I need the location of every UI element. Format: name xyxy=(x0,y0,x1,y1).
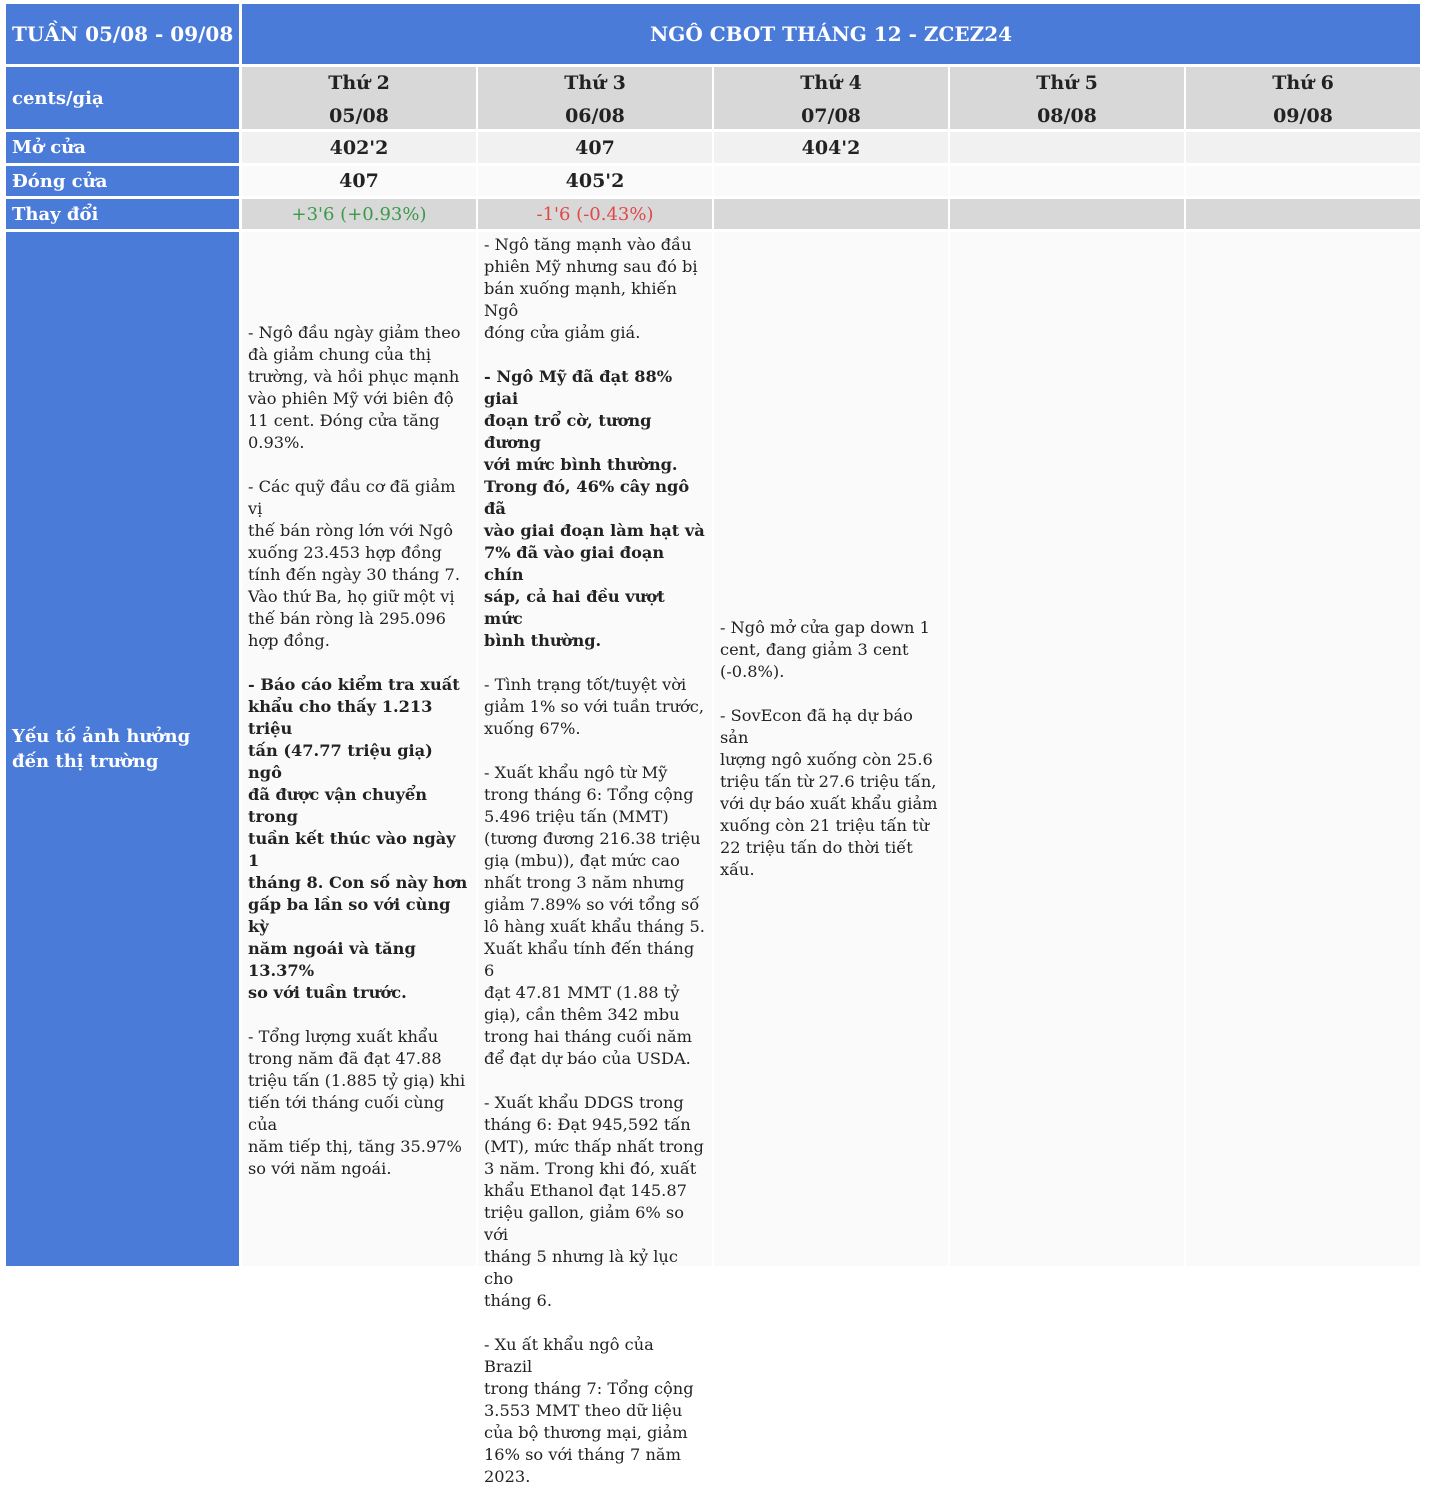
note-paragraph: - Ngô mở cửa gap down 1 cent, đang giảm 3 cent (-0.8%). xyxy=(720,618,930,681)
change-label-cell xyxy=(6,199,239,229)
change-cell-tue xyxy=(478,199,712,229)
notes-cell-tue xyxy=(478,232,712,1486)
open-cell-thu xyxy=(950,132,1184,163)
weekday-label: Thứ 3 xyxy=(564,72,626,94)
change-value-positive: +3'6 (+0.93%) xyxy=(291,203,427,225)
change-value-negative: -1'6 (-0.43%) xyxy=(536,203,654,225)
date-label: 05/08 xyxy=(329,105,389,127)
open-cell-wed xyxy=(714,132,948,163)
date-label: 08/08 xyxy=(1037,105,1097,127)
note-paragraph: - Xu ất khẩu ngô của Brazil trong tháng 7: Tổng cộng 3.553 MMT theo dữ liệu của bộ thương mại, giảm 16% so với tháng 7 năm 2023. xyxy=(484,1335,694,1486)
unit-label: cents/giạ xyxy=(12,87,104,109)
unit-label-cell xyxy=(6,67,239,129)
close-value: 405'2 xyxy=(565,170,625,192)
change-cell-thu xyxy=(950,199,1184,229)
close-label-cell xyxy=(6,166,239,196)
note-paragraph: - Ngô đầu ngày giảm theo đà giảm chung của thị trường, và hồi phục mạnh vào phiên Mỹ với biên độ 11 cent. Đóng cửa tăng 0.93%. xyxy=(248,323,461,452)
day-header-tue xyxy=(478,67,712,129)
note-paragraph-bold: - Báo cáo kiểm tra xuất khẩu cho thấy 1.213 triệu tấn (47.77 triệu giạ) ngô đã được vận chuyển trong tuần kết thúc vào ngày 1 tháng 8. Con số này hơn gấp ba lần so với cùng kỳ năm ngoái và tăng 13.37% so với tuần trước. xyxy=(248,675,468,1002)
factors-label: Yếu tố ảnh hưởng đến thị trường xyxy=(12,726,191,772)
open-value: 404'2 xyxy=(801,136,861,159)
open-value: 402'2 xyxy=(329,136,389,159)
notes-cell-mon xyxy=(242,232,476,1266)
day-header-mon xyxy=(242,67,476,129)
weekday-label: Thứ 5 xyxy=(1036,72,1098,94)
note-paragraph-bold: - Ngô Mỹ đã đạt 88% giai đoạn trổ cờ, tương đương với mức bình thường. Trong đó, 46% cây ngô đã vào giai đoạn làm hạt và 7% đã vào giai đoạn chín sáp, cả hai đều vượt mức bình thường. xyxy=(484,367,705,650)
weekday-label: Thứ 2 xyxy=(328,72,390,94)
note-paragraph: - SovEcon đã hạ dự báo sản lượng ngô xuống còn 25.6 triệu tấn từ 27.6 triệu tấn, với dự báo xuất khẩu giảm xuống còn 21 triệu tấn từ 22 triệu tấn do thời tiết xấu. xyxy=(720,706,938,879)
change-label: Thay đổi xyxy=(12,203,99,225)
note-paragraph: - Xuất khẩu ngô từ Mỹ trong tháng 6: Tổng cộng 5.496 triệu tấn (MMT) (tương đương 216.38 triệu giạ (mbu)), đạt mức cao nhất trong 3 năm nhưng giảm 7.89% so với tổng số lô hàng xuất khẩu tháng 5. Xuất khẩu tính đến tháng 6 đạt 47.81 MMT (1.88 tỷ giạ), cần thêm 342 mbu trong hai tháng cuối năm để đạt dự báo của USDA. xyxy=(484,763,705,1068)
close-cell-fri xyxy=(1186,166,1420,196)
note-paragraph: - Các quỹ đầu cơ đã giảm vị thế bán ròng lớn với Ngô xuống 23.453 hợp đồng tính đến ngày 30 tháng 7. Vào thứ Ba, họ giữ một vị thế bán ròng là 295.096 hợp đồng. xyxy=(248,477,461,650)
week-label: TUẦN 05/08 - 09/08 xyxy=(12,22,234,46)
open-cell-tue xyxy=(478,132,712,163)
notes-cell-fri xyxy=(1186,232,1420,1266)
notes-cell-wed xyxy=(714,232,948,1266)
close-cell-tue xyxy=(478,166,712,196)
change-cell-wed xyxy=(714,199,948,229)
weekday-label: Thứ 4 xyxy=(800,72,862,94)
date-label: 07/08 xyxy=(801,105,861,127)
weekday-label: Thứ 6 xyxy=(1272,72,1334,94)
factors-label-cell xyxy=(6,232,239,1266)
day-header-thu xyxy=(950,67,1184,129)
open-cell-fri xyxy=(1186,132,1420,163)
close-cell-wed xyxy=(714,166,948,196)
open-label-cell xyxy=(6,132,239,163)
notes-cell-thu xyxy=(950,232,1184,1266)
date-label: 09/08 xyxy=(1273,105,1333,127)
open-cell-mon xyxy=(242,132,476,163)
open-value: 407 xyxy=(575,136,615,159)
change-cell-fri xyxy=(1186,199,1420,229)
note-paragraph: - Ngô tăng mạnh vào đầu phiên Mỹ nhưng sau đó bị bán xuống mạnh, khiến Ngô đóng cửa giảm giá. xyxy=(484,235,698,342)
open-label: Mở cửa xyxy=(12,137,86,158)
week-label-cell xyxy=(6,4,239,64)
date-label: 06/08 xyxy=(565,105,625,127)
change-cell-mon xyxy=(242,199,476,229)
close-cell-thu xyxy=(950,166,1184,196)
note-paragraph: - Tình trạng tốt/tuyệt vời giảm 1% so với tuần trước, xuống 67%. xyxy=(484,675,704,738)
day-header-wed xyxy=(714,67,948,129)
day-header-fri xyxy=(1186,67,1420,129)
note-paragraph: - Tổng lượng xuất khẩu trong năm đã đạt 47.88 triệu tấn (1.885 tỷ giạ) khi tiến tới tháng cuối cùng của năm tiếp thị, tăng 35.97% so với năm ngoái. xyxy=(248,1027,466,1178)
note-paragraph: - Xuất khẩu DDGS trong tháng 6: Đạt 945,592 tấn (MT), mức thấp nhất trong 3 năm. Trong khi đó, xuất khẩu Ethanol đạt 145.87 triệu gallon, giảm 6% so với tháng 5 nhưng là kỷ lục cho tháng 6. xyxy=(484,1093,704,1310)
close-value: 407 xyxy=(339,170,379,192)
table-title: NGÔ CBOT THÁNG 12 - ZCEZ24 xyxy=(649,22,1013,46)
close-label: Đóng cửa xyxy=(12,170,108,192)
table-title-cell xyxy=(242,4,1420,64)
close-cell-mon xyxy=(242,166,476,196)
